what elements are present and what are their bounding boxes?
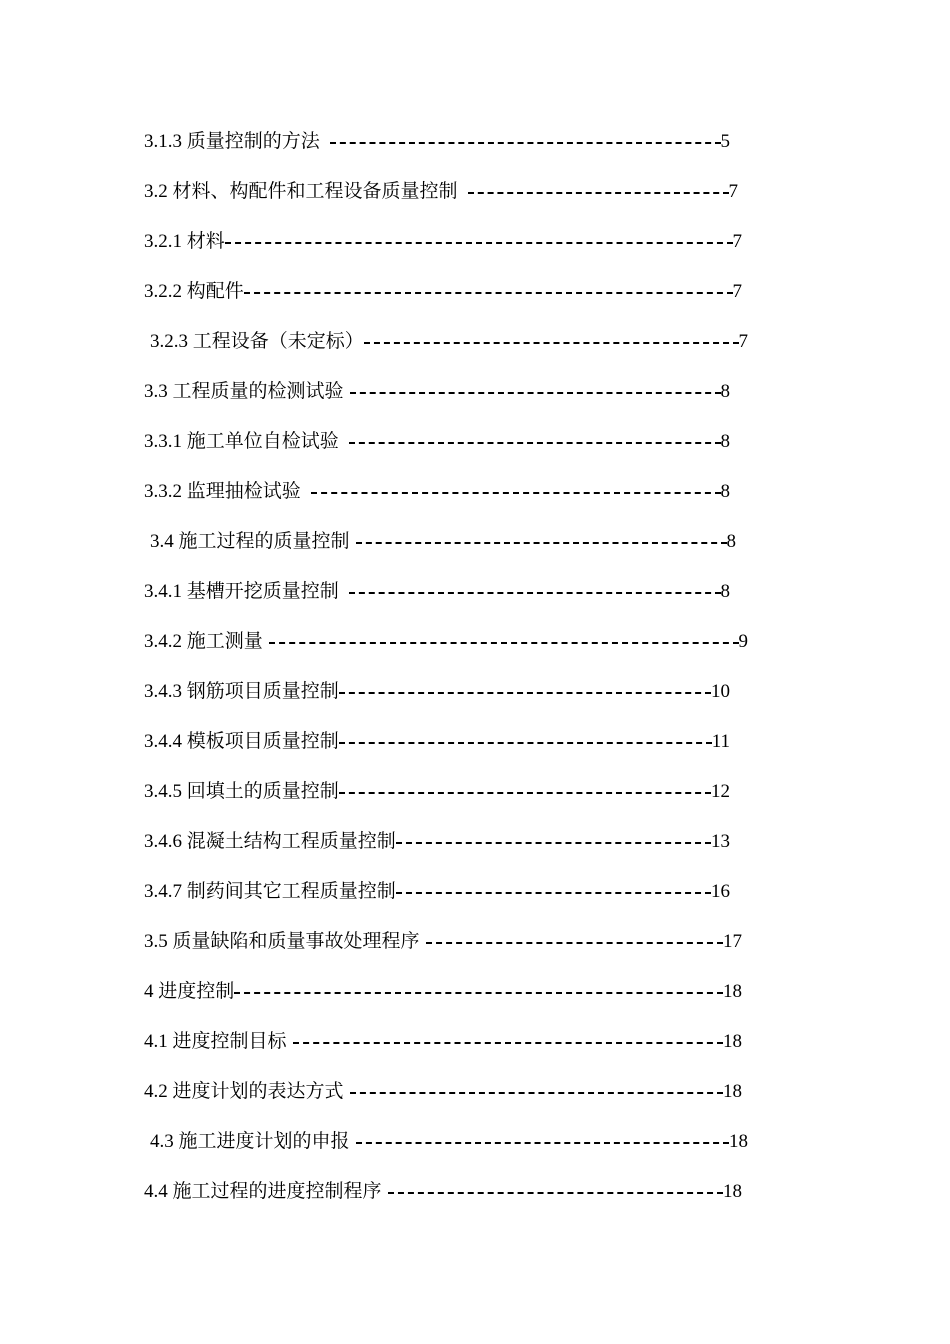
toc-entry[interactable] (144, 576, 730, 604)
toc-entry-title: 4 进度控制 (144, 981, 235, 1002)
toc-entry[interactable] (144, 876, 730, 904)
toc-entry-page: 7 (728, 181, 738, 202)
toc-entry-page: 11 (711, 731, 730, 752)
toc-entry-page: 18 (723, 981, 742, 1002)
toc-entry[interactable] (150, 526, 736, 554)
toc-dot-leader (339, 792, 711, 794)
toc-dot-leader (388, 1192, 723, 1194)
toc-entry-title: 3.3 工程质量的检测试验 (144, 381, 344, 402)
toc-dot-leader (349, 442, 721, 444)
toc-entry-title: 3.4.6 混凝土结构工程质量控制 (144, 831, 396, 852)
toc-entry-title: 3.4.5 回填土的质量控制 (144, 781, 339, 802)
toc-entry-title: 3.5 质量缺陷和质量事故处理程序 (144, 931, 420, 952)
toc-dot-leader (468, 192, 729, 194)
toc-entry-title: 3.4.7 制药间其它工程质量控制 (144, 881, 396, 902)
toc-dot-leader (396, 842, 711, 844)
toc-dot-leader (364, 342, 739, 344)
toc-dot-leader (311, 492, 721, 494)
toc-entry-title: 3.2 材料、构配件和工程设备质量控制 (144, 181, 458, 202)
toc-entry[interactable] (144, 376, 730, 404)
toc-entry-title: 3.4.3 钢筋项目质量控制 (144, 681, 339, 702)
toc-entry[interactable] (144, 826, 730, 854)
toc-entry-title: 4.2 进度计划的表达方式 (144, 1081, 344, 1102)
toc-entry-page: 12 (711, 781, 730, 802)
toc-entry-page: 5 (720, 131, 730, 152)
toc-entry-page: 7 (738, 331, 748, 352)
toc-entry[interactable] (144, 776, 730, 804)
toc-dot-leader (225, 242, 733, 244)
toc-dot-leader (426, 942, 723, 944)
toc-entry[interactable] (144, 176, 738, 204)
toc-dot-leader (350, 1092, 723, 1094)
toc-dot-leader (396, 892, 711, 894)
toc-entry-page: 8 (720, 581, 730, 602)
toc-entry-title: 3.4.2 施工测量 (144, 631, 263, 652)
toc-entry-title: 3.4 施工过程的质量控制 (150, 531, 350, 552)
toc-dot-leader (330, 142, 721, 144)
toc-entry-page: 8 (720, 481, 730, 502)
toc-entry-title: 4.1 进度控制目标 (144, 1031, 287, 1052)
toc-entry-page: 16 (711, 881, 730, 902)
toc-entry-title: 3.1.3 质量控制的方法 (144, 131, 320, 152)
toc-entry-page: 17 (723, 931, 742, 952)
toc-dot-leader (350, 392, 721, 394)
toc-entry-title: 4.3 施工进度计划的申报 (150, 1131, 350, 1152)
toc-entry[interactable] (144, 476, 730, 504)
toc-entry[interactable] (144, 126, 730, 154)
toc-entry-title: 3.3.1 施工单位自检试验 (144, 431, 339, 452)
toc-entry-page: 18 (723, 1031, 742, 1052)
toc-dot-leader (244, 292, 733, 294)
toc-entry[interactable] (144, 726, 730, 754)
toc-dot-leader (356, 542, 727, 544)
toc-entry-page: 13 (711, 831, 730, 852)
toc-entry-page: 7 (732, 281, 742, 302)
toc-entry[interactable] (144, 276, 742, 304)
toc-entry-title: 3.2.2 构配件 (144, 281, 244, 302)
toc-dot-leader (293, 1042, 723, 1044)
toc-entry-page: 18 (723, 1181, 742, 1202)
toc-entry[interactable] (144, 926, 742, 954)
toc-entry-page: 18 (729, 1131, 748, 1152)
toc-entry-page: 9 (738, 631, 748, 652)
toc-dot-leader (339, 742, 712, 744)
toc-dot-leader (234, 992, 723, 994)
toc-entry-title: 3.4.4 模板项目质量控制 (144, 731, 339, 752)
toc-entry-page: 8 (720, 381, 730, 402)
toc-entry[interactable] (144, 426, 730, 454)
toc-entry-title: 3.3.2 监理抽检试验 (144, 481, 301, 502)
toc-dot-leader (269, 642, 739, 644)
toc-entry[interactable] (144, 1176, 742, 1204)
toc-entry-page: 8 (726, 531, 736, 552)
toc-entry-title: 3.4.1 基槽开挖质量控制 (144, 581, 339, 602)
toc-entry[interactable] (144, 626, 748, 654)
toc-entry-page: 18 (723, 1081, 742, 1102)
toc-entry[interactable] (144, 1076, 742, 1104)
toc-entry-title: 3.2.1 材料 (144, 231, 225, 252)
toc-entry-title: 4.4 施工过程的进度控制程序 (144, 1181, 382, 1202)
toc-dot-leader (339, 692, 711, 694)
toc-dot-leader (349, 592, 721, 594)
toc-entry-page: 8 (720, 431, 730, 452)
toc-entry[interactable] (144, 676, 730, 704)
toc-entry-page: 7 (732, 231, 742, 252)
toc-entry[interactable] (150, 326, 748, 354)
toc-entry-page: 10 (711, 681, 730, 702)
toc-entry[interactable] (150, 1126, 748, 1154)
toc-entry[interactable] (144, 226, 742, 254)
toc-entry[interactable] (144, 1026, 742, 1054)
toc-entry-title: 3.2.3 工程设备（未定标） (150, 331, 364, 352)
toc-entry[interactable] (144, 976, 742, 1004)
toc-dot-leader (356, 1142, 729, 1144)
